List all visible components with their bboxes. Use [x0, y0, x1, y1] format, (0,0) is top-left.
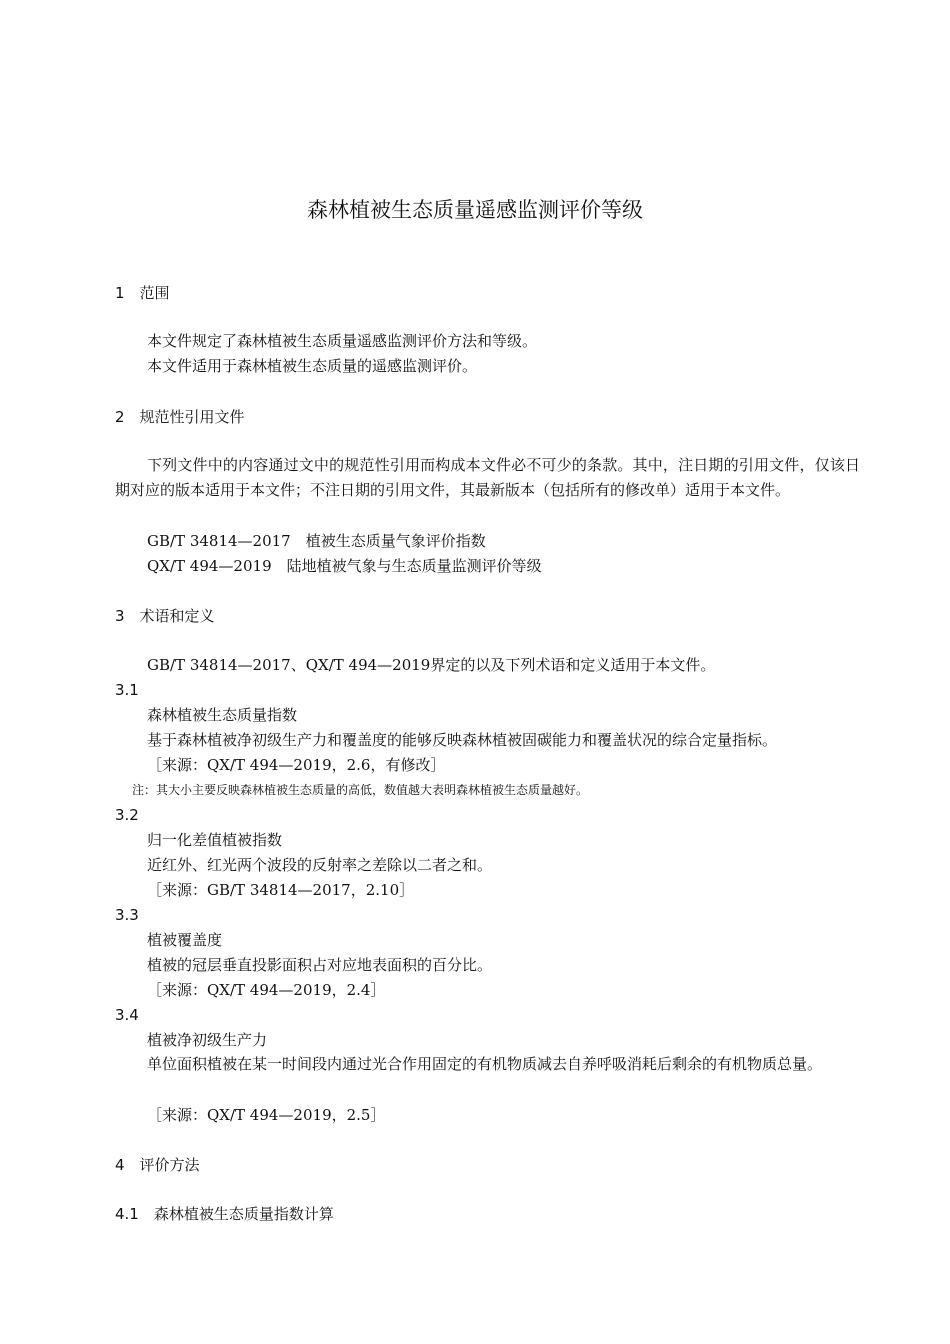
term-definition: 近红外、红光两个波段的反射率之差除以二者之和。 [147, 856, 493, 874]
term-definition: 基于森林植被净初级生产力和覆盖度的能够反映森林植被固碳能力和覆盖状况的综合定量指标。 [147, 731, 778, 749]
term-number: 3.1 [115, 681, 139, 699]
reference-item: GB/T 34814—2017 植被生态质量气象评价指数 [147, 532, 486, 550]
term-number: 3.4 [115, 1006, 139, 1024]
term-name: 森林植被生态质量指数 [147, 706, 298, 724]
term-source: ［来源：QX/T 494—2019，2.5］ [147, 1106, 386, 1124]
term-definition: 植被的冠层垂直投影面积占对应地表面积的百分比。 [147, 956, 493, 974]
document-title: 森林植被生态质量遥感监测评价等级 [307, 198, 643, 222]
paragraph: 下列文件中的内容通过文中的规范性引用而构成本文件必不可少的条款。其中，注日期的引用文件，仅该日期对应的版本适用于本文件；不注日期的引用文件，其最新版本（包括所有的修改单）适用于本文件。 [115, 456, 860, 499]
term-source: ［来源：GB/T 34814—2017，2.10］ [147, 881, 415, 899]
term-source: ［来源：QX/T 494—2019，2.6，有修改］ [147, 756, 446, 774]
term-source: ［来源：QX/T 494—2019，2.4］ [147, 981, 386, 999]
section-4-heading: 4 评价方法 [115, 1156, 200, 1174]
term-number: 3.3 [115, 906, 139, 924]
term-name: 植被净初级生产力 [147, 1031, 268, 1049]
paragraph: 本文件规定了森林植被生态质量遥感监测评价方法和等级。 [147, 332, 538, 350]
term-number: 3.2 [115, 806, 139, 824]
reference-item: QX/T 494—2019 陆地植被气象与生态质量监测评价等级 [147, 557, 542, 575]
subsection-4-1-heading: 4.1 森林植被生态质量指数计算 [115, 1205, 334, 1223]
section-3-heading: 3 术语和定义 [115, 607, 215, 625]
term-note: 注：其大小主要反映森林植被生态质量的高低，数值越大表明森林植被生态质量越好。 [132, 783, 589, 797]
term-name: 植被覆盖度 [147, 931, 223, 949]
term-name: 归一化差值植被指数 [147, 831, 283, 849]
section-1-heading: 1 范围 [115, 284, 170, 302]
section-2-heading: 2 规范性引用文件 [115, 408, 245, 426]
paragraph: GB/T 34814—2017、QX/T 494—2019界定的以及下列术语和定义适用于本文件。 [147, 656, 716, 674]
paragraph: 本文件适用于森林植被生态质量的遥感监测评价。 [147, 357, 478, 375]
term-definition: 单位面积植被在某一时间段内通过光合作用固定的有机物质减去自养呼吸消耗后剩余的有机物质总量。 [147, 1055, 823, 1073]
